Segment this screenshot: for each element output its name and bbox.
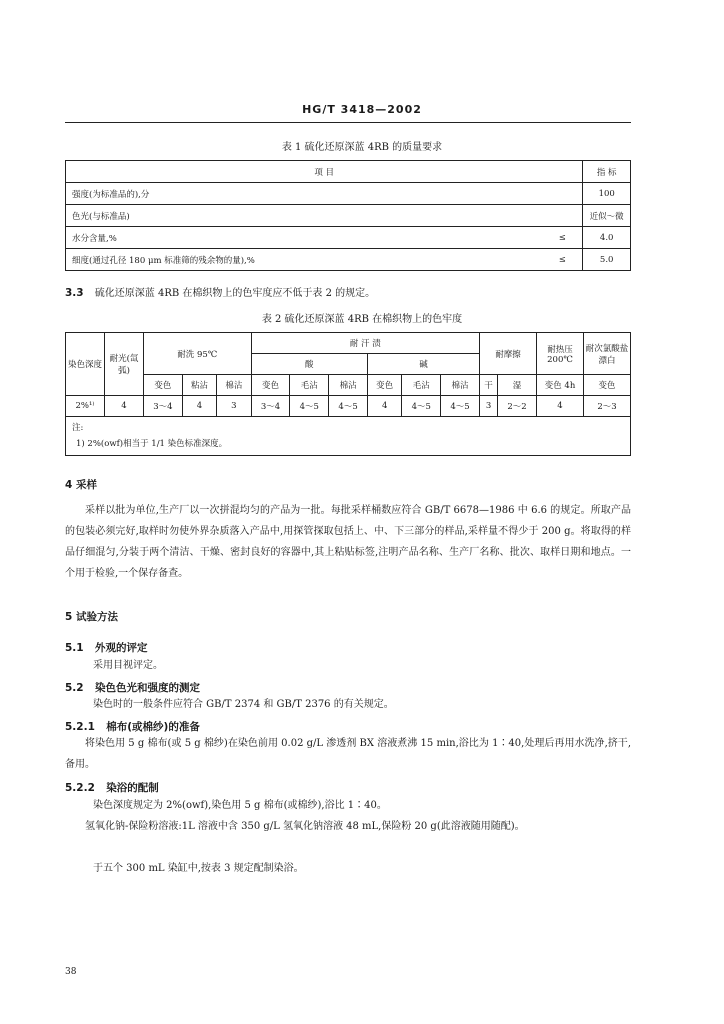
table2-header-rub: 耐摩擦 <box>479 333 536 375</box>
table1-item: 细度(通过孔径 180 μm 标准筛的残余物的量),% <box>66 249 543 271</box>
table2-subheader: 粘沾 <box>182 375 216 396</box>
section-text: 染色深度规定为 2%(owf),染色用 5 g 棉布(或棉纱),浴比 1∶40。 <box>93 800 387 811</box>
section-5-title: 5 试验方法 <box>65 611 118 623</box>
section-4-title: 4 采样 <box>65 479 97 491</box>
table2-cell: 2%¹⁾ <box>66 396 105 417</box>
table2-subheader: 棉沾 <box>217 375 251 396</box>
section-number: 5.1 <box>65 642 84 654</box>
table2-cell: 4 <box>537 396 584 417</box>
table2-cell: 4 <box>182 396 216 417</box>
table2-cell: 3 <box>217 396 251 417</box>
table2-note-text: 1) 2%(owf)相当于 1/1 染色标准深度。 <box>76 439 228 449</box>
section-title: 外观的评定 <box>94 642 148 654</box>
section-text: 氢氧化钠-保险粉溶液:1L 溶液中含 350 g/L 氢氧化钠溶液 48 mL,保险粉 20 g(此溶液随用随配)。 <box>85 821 525 832</box>
header-rule <box>65 122 631 123</box>
table2-subheader: 毛沾 <box>290 375 329 396</box>
table2-cell: 4～5 <box>441 396 480 417</box>
table1-sym: ≤ <box>542 227 583 249</box>
table2-subheader: 湿 <box>498 375 537 396</box>
table-row <box>66 227 631 249</box>
table2-note <box>66 417 631 456</box>
section-text: 硫化还原深蓝 4RB 在棉织物上的色牢度应不低于表 2 的规定。 <box>94 288 376 299</box>
table2-cell: 3～4 <box>144 396 183 417</box>
table2-cell: 2～2 <box>498 396 537 417</box>
table1-header-item: 项 目 <box>66 161 583 183</box>
section-number: 3.3 <box>65 287 84 299</box>
table1-sym: ≤ <box>542 249 583 271</box>
table2-caption: 表 2 硫化还原深蓝 4RB 在棉织物上的色牢度 <box>261 314 463 325</box>
table2-subheader: 变色 <box>367 375 401 396</box>
table-row <box>66 396 631 417</box>
table-row <box>66 205 631 227</box>
table2-header-chlorine: 耐次氯酸盐漂白 <box>584 333 631 375</box>
table-row <box>66 249 631 271</box>
table2-cell: 4 <box>367 396 401 417</box>
color-fastness-table <box>65 332 631 456</box>
table2-cell: 3 <box>479 396 497 417</box>
table2-header-alkali: 碱 <box>367 354 479 375</box>
section-text: 将染色用 5 g 棉布(或 5 g 棉纱)在染色前用 0.02 g/L 渗透剂 BX 溶液煮沸 15 min,浴比为 1∶40,处理后再用水洗净,挤干,备用。 <box>65 738 631 770</box>
table-row <box>66 183 631 205</box>
table1-header-index: 指 标 <box>583 161 631 183</box>
table2-header-heat: 耐热压 200℃ <box>537 333 584 375</box>
table2-cell: 4 <box>105 396 144 417</box>
table1-item: 水分含量,% <box>66 227 543 249</box>
table2-subheader: 变色 4h <box>537 375 584 396</box>
section-title: 染色色光和强度的测定 <box>94 682 200 694</box>
table1-item: 色光(与标准品) <box>66 205 543 227</box>
page-number: 38 <box>65 967 77 977</box>
section-text: 于五个 300 mL 染缸中,按表 3 规定配制染浴。 <box>93 863 304 874</box>
quality-requirements-table <box>65 160 631 271</box>
section-title: 棉布(或棉纱)的准备 <box>106 721 200 733</box>
section-number: 5.2 <box>65 682 84 694</box>
table2-header-light: 耐光(氙弧) <box>105 333 144 396</box>
table1-sym <box>542 205 583 227</box>
table2-subheader: 干 <box>479 375 497 396</box>
table1-item: 强度(为标准品的),分 <box>66 183 543 205</box>
table2-cell: 3～4 <box>251 396 290 417</box>
table2-subheader: 变色 <box>144 375 183 396</box>
section-number: 5.2.1 <box>65 721 95 733</box>
table2-header-acid: 酸 <box>251 354 367 375</box>
table2-subheader: 变色 <box>584 375 631 396</box>
table1-value: 100 <box>583 183 631 205</box>
section-text: 染色时的一般条件应符合 GB/T 2374 和 GB/T 2376 的有关规定。 <box>93 699 394 710</box>
section-text: 采用目视评定。 <box>93 660 163 671</box>
table1-value: 4.0 <box>583 227 631 249</box>
section-4-text: 采样以批为单位,生产厂以一次拼混均匀的产品为一批。每批采样桶数应符合 GB/T 6678—1986 中 6.6 的规定。所取产品的包装必须完好,取样时勿使外界杂质落入产品中,用探管探取包括上、中、下三部分的样品,采样量不得少于 200 g。将取得的样品仔细混匀,分装于两个清洁、干燥、密封良好的容器中,其上粘贴标签,注明产品名称、生产厂名称、批次、取样日期和地点。一个用于检验,一个保存备查。 <box>65 505 631 579</box>
table2-subheader: 棉沾 <box>329 375 368 396</box>
table1-value: 5.0 <box>583 249 631 271</box>
section-title: 染浴的配制 <box>106 782 159 794</box>
table1-caption: 表 1 硫化还原深蓝 4RB 的质量要求 <box>281 142 443 153</box>
table1-value: 近似～微 <box>583 205 631 227</box>
table1-sym <box>542 183 583 205</box>
table2-cell: 4～5 <box>290 396 329 417</box>
table2-header-wash: 耐洗 95℃ <box>144 333 252 375</box>
document-header: HG/T 3418—2002 <box>302 103 422 116</box>
table2-note-title: 注: <box>72 423 84 433</box>
table2-cell: 4～5 <box>402 396 441 417</box>
table2-cell: 4～5 <box>329 396 368 417</box>
section-number: 5.2.2 <box>65 782 95 794</box>
table2-header-sweat: 耐 汗 渍 <box>251 333 479 354</box>
table2-header-depth: 染色深度 <box>66 333 105 396</box>
table2-subheader: 毛沾 <box>402 375 441 396</box>
table2-cell: 2～3 <box>584 396 631 417</box>
table2-subheader: 变色 <box>251 375 290 396</box>
table2-subheader: 棉沾 <box>441 375 480 396</box>
